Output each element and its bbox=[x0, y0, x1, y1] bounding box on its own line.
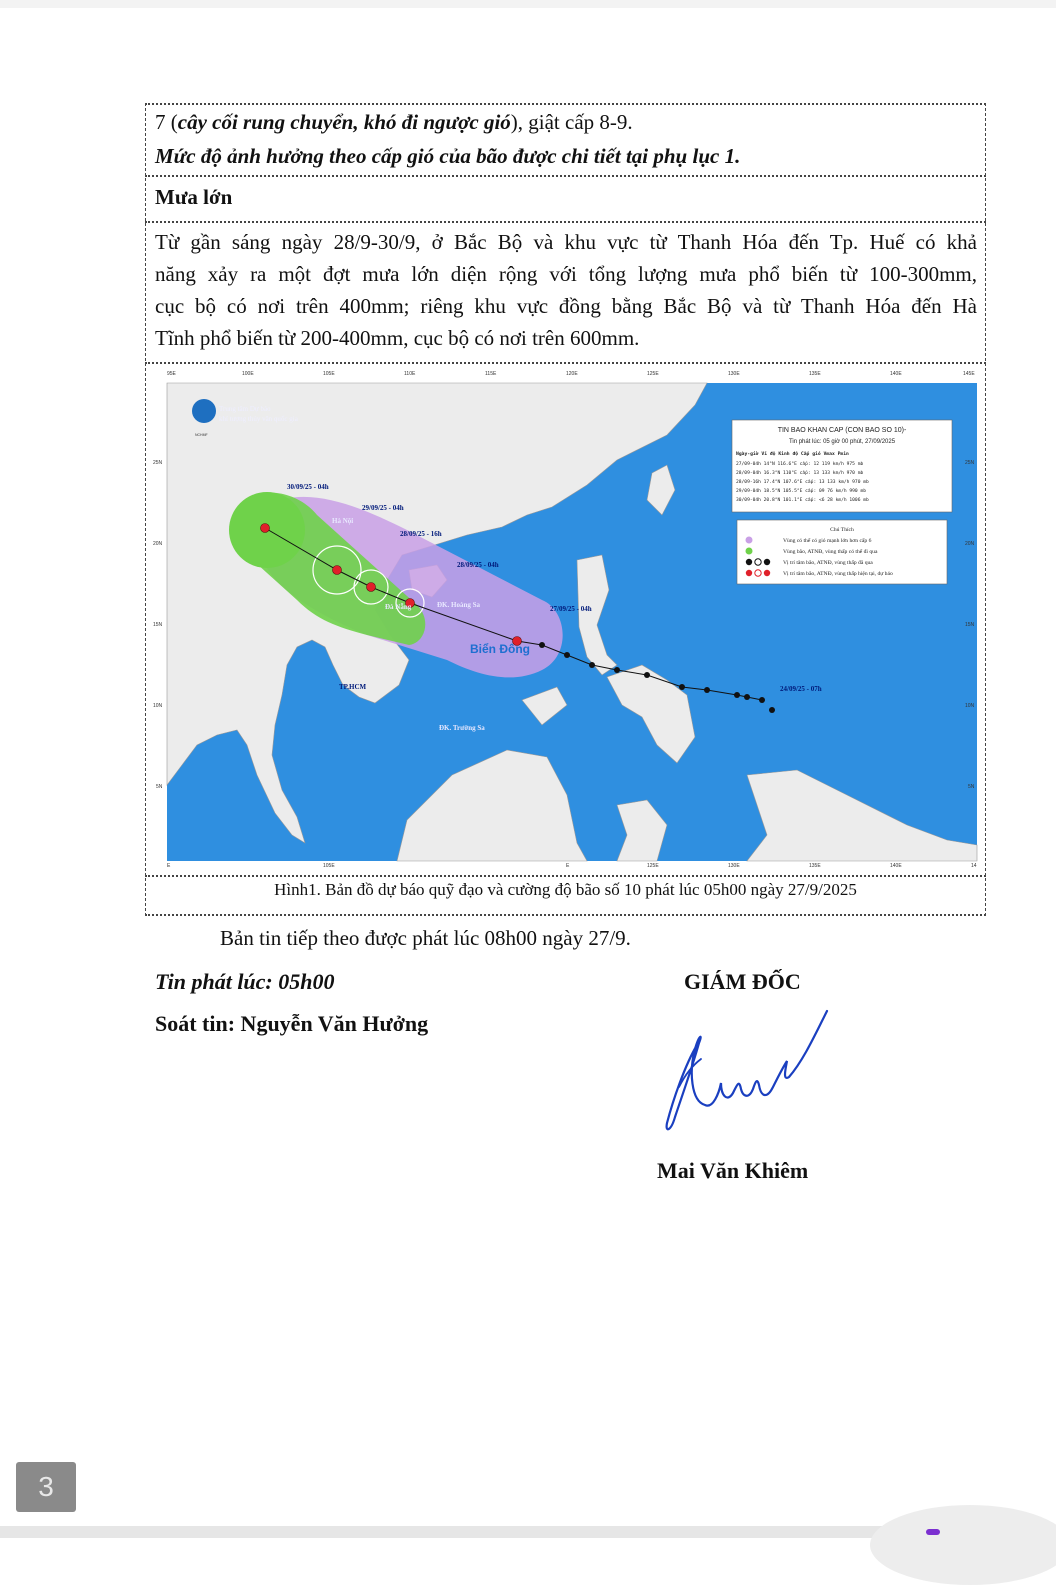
lat-label: 15N bbox=[965, 622, 975, 628]
lon-label: 135E bbox=[809, 863, 821, 869]
legend-item: Vị trí tâm bão, ATNĐ, vùng thấp hiện tại, dự báo bbox=[783, 571, 893, 577]
bulletin-title: TIN BAO KHAN CAP (CON BAO SO 10)- bbox=[777, 427, 907, 434]
track-label: 27/09/25 - 04h bbox=[550, 605, 592, 613]
next-bulletin-note: Bản tin tiếp theo được phát lúc 08h00 ngày 27/9. bbox=[220, 926, 631, 950]
heavy-rain-line: cục bộ có nơi trên 400mm; riêng khu vực đồng bằng Bắc Bộ và từ Thanh Hóa đến Hà bbox=[155, 294, 977, 318]
lat-label: 5N bbox=[968, 784, 975, 790]
legend-item: Vùng bão, ATNĐ, vùng thấp có thể đi qua bbox=[783, 549, 878, 555]
track-label: 29/09/25 - 04h bbox=[362, 504, 404, 512]
legend-swatch-wind bbox=[746, 537, 753, 544]
past-position-marker bbox=[734, 692, 740, 698]
legend-title: Chú Thích bbox=[830, 527, 854, 533]
legend-swatch-past bbox=[746, 559, 752, 565]
row-divider bbox=[145, 221, 986, 223]
place-label-bien-dong: Biển Đông bbox=[470, 642, 530, 656]
bulletin-row: 27/09-04h 14°N 116.6°E cấp: 12 119 km/h 975 mb bbox=[736, 462, 864, 467]
past-position-marker bbox=[744, 694, 750, 700]
figure-caption: Hình1. Bản đồ dự báo quỹ đạo và cường độ bão số 10 phát lúc 05h00 ngày 27/9/2025 bbox=[274, 880, 857, 899]
reviewer: Soát tin: Nguyễn Văn Hưởng bbox=[155, 1011, 429, 1036]
lon-label: 100E bbox=[242, 371, 254, 377]
row-divider bbox=[145, 175, 986, 177]
signatory-name: Mai Văn Khiêm bbox=[657, 1158, 809, 1183]
lon-label: 140E bbox=[890, 371, 902, 377]
forecast-position-marker bbox=[367, 583, 376, 592]
org-name-line1: Trung tâm Dự báo bbox=[219, 405, 271, 413]
legend-swatch-current bbox=[746, 570, 752, 576]
nchmf-logo-icon bbox=[192, 399, 216, 423]
lon-label: 120E bbox=[566, 371, 578, 377]
heavy-rain-line: năng xảy ra một đợt mưa lớn diện rộng với tổng lượng mưa phổ biến từ 100-300mm, bbox=[155, 262, 977, 286]
floating-action-area[interactable] bbox=[870, 1505, 1056, 1585]
appendix-note: Mức độ ảnh hưởng theo cấp gió của bão được chi tiết tại phụ lục 1. bbox=[155, 144, 741, 168]
lon-label: E bbox=[167, 863, 171, 869]
lon-label: E bbox=[566, 863, 570, 869]
past-position-marker bbox=[759, 697, 765, 703]
table-top-border bbox=[145, 103, 986, 105]
lat-label: 10N bbox=[965, 703, 975, 709]
place-label-tphcm: TP.HCM bbox=[339, 683, 367, 691]
past-position-marker bbox=[564, 652, 570, 658]
bulletin-row: 28/09-16h 17.4°N 107.6°E cấp: 13 133 km/h 970 mb bbox=[736, 480, 869, 485]
place-label-hoangsa: ĐK. Hoàng Sa bbox=[437, 601, 480, 609]
bulletin-row: 29/09-04h 18.5°N 105.5°E cấp: 09 76 km/h 990 mb bbox=[736, 489, 866, 494]
lon-label: 135E bbox=[809, 371, 821, 377]
page-number-badge[interactable]: 3 bbox=[16, 1462, 76, 1512]
heavy-rain-line: Tĩnh phổ biến từ 200-400mm, cục bộ có nơi trên 600mm. bbox=[155, 326, 640, 350]
track-label: 28/09/25 - 16h bbox=[400, 530, 442, 538]
table-bottom-border bbox=[145, 914, 986, 916]
lon-label: 130E bbox=[728, 863, 740, 869]
director-title: GIÁM ĐỐC bbox=[684, 969, 801, 994]
legend-swatch-current bbox=[764, 570, 770, 576]
lat-label: 25N bbox=[965, 460, 975, 466]
lon-label: 105E bbox=[323, 863, 335, 869]
lon-label: 115E bbox=[485, 371, 497, 377]
lon-label: 140E bbox=[890, 863, 902, 869]
issued-time: Tin phát lúc: 05h00 bbox=[155, 969, 335, 994]
lat-label: 20N bbox=[153, 541, 163, 547]
lon-label: 110E bbox=[404, 371, 416, 377]
past-position-marker bbox=[769, 707, 775, 713]
lat-label: 20N bbox=[965, 541, 975, 547]
storm-forecast-map bbox=[147, 365, 985, 871]
org-name-line2: khí tượng thủy văn quốc gia bbox=[219, 415, 298, 423]
legend-swatch-storm bbox=[746, 548, 753, 555]
top-edge bbox=[0, 0, 1056, 8]
director-signature bbox=[655, 1005, 845, 1145]
legend-item: Vị trí tâm bão, ATNĐ, vùng thấp đã qua bbox=[783, 560, 873, 566]
forecast-position-marker bbox=[333, 566, 342, 575]
wind-effect-line: 7 (cây cối rung chuyển, khó đi ngược gió), giật cấp 8-9. bbox=[155, 110, 633, 134]
bulletin-header: Ngày-giờ Vĩ độ Kinh độ Cấp gió Vmax Pmin bbox=[736, 452, 849, 457]
floating-action-icon[interactable] bbox=[926, 1529, 940, 1535]
forecast-position-marker bbox=[261, 524, 270, 533]
lon-label: 95E bbox=[167, 371, 176, 377]
past-position-marker bbox=[589, 662, 595, 668]
place-label-hanoi: Hà Nội bbox=[332, 517, 354, 525]
past-position-marker bbox=[644, 672, 650, 678]
lon-label: 125E bbox=[647, 371, 659, 377]
bulletin-row: 28/09-04h 16.3°N 110°E cấp: 13 133 km/h 970 mb bbox=[736, 471, 864, 476]
lon-label: 125E bbox=[647, 863, 659, 869]
lon-label: 130E bbox=[728, 371, 740, 377]
past-position-marker bbox=[679, 684, 685, 690]
track-label: 28/09/25 - 04h bbox=[457, 561, 499, 569]
place-label-truongsa: ĐK. Trường Sa bbox=[439, 724, 485, 732]
heavy-rain-text bbox=[155, 226, 977, 354]
legend-swatch-past bbox=[764, 559, 770, 565]
heavy-rain-heading: Mưa lớn bbox=[155, 185, 233, 209]
lon-label: 145E bbox=[963, 371, 975, 377]
row-divider bbox=[145, 875, 986, 877]
place-label-danang: Đà Nẵng bbox=[385, 603, 412, 611]
bulletin-row: 30/09-04h 20.8°N 101.1°E cấp: <6 28 km/h 1006 mb bbox=[736, 498, 869, 503]
legend-item: Vùng có thể có gió mạnh lớn hơn cấp 6 bbox=[783, 538, 872, 544]
past-position-marker bbox=[614, 667, 620, 673]
past-position-marker bbox=[704, 687, 710, 693]
lat-label: 15N bbox=[153, 622, 163, 628]
bulletin-subtitle: Tin phát lúc: 05 giờ 00 phút, 27/09/2025 bbox=[788, 439, 896, 445]
lat-label: 5N bbox=[156, 784, 163, 790]
past-position-marker bbox=[539, 642, 545, 648]
lat-label: 10N bbox=[153, 703, 163, 709]
lon-label: 105E bbox=[323, 371, 335, 377]
track-label: 30/09/25 - 04h bbox=[287, 483, 329, 491]
logo-text: NCHMF bbox=[195, 433, 208, 437]
heavy-rain-line: Từ gần sáng ngày 28/9-30/9, ở Bắc Bộ và khu vực từ Thanh Hóa đến Tp. Huế có khả bbox=[155, 230, 977, 254]
track-label: 24/09/25 - 07h bbox=[780, 685, 822, 693]
row-divider bbox=[145, 362, 986, 364]
lat-label: 25N bbox=[153, 460, 163, 466]
lon-label: 14 bbox=[971, 863, 977, 869]
